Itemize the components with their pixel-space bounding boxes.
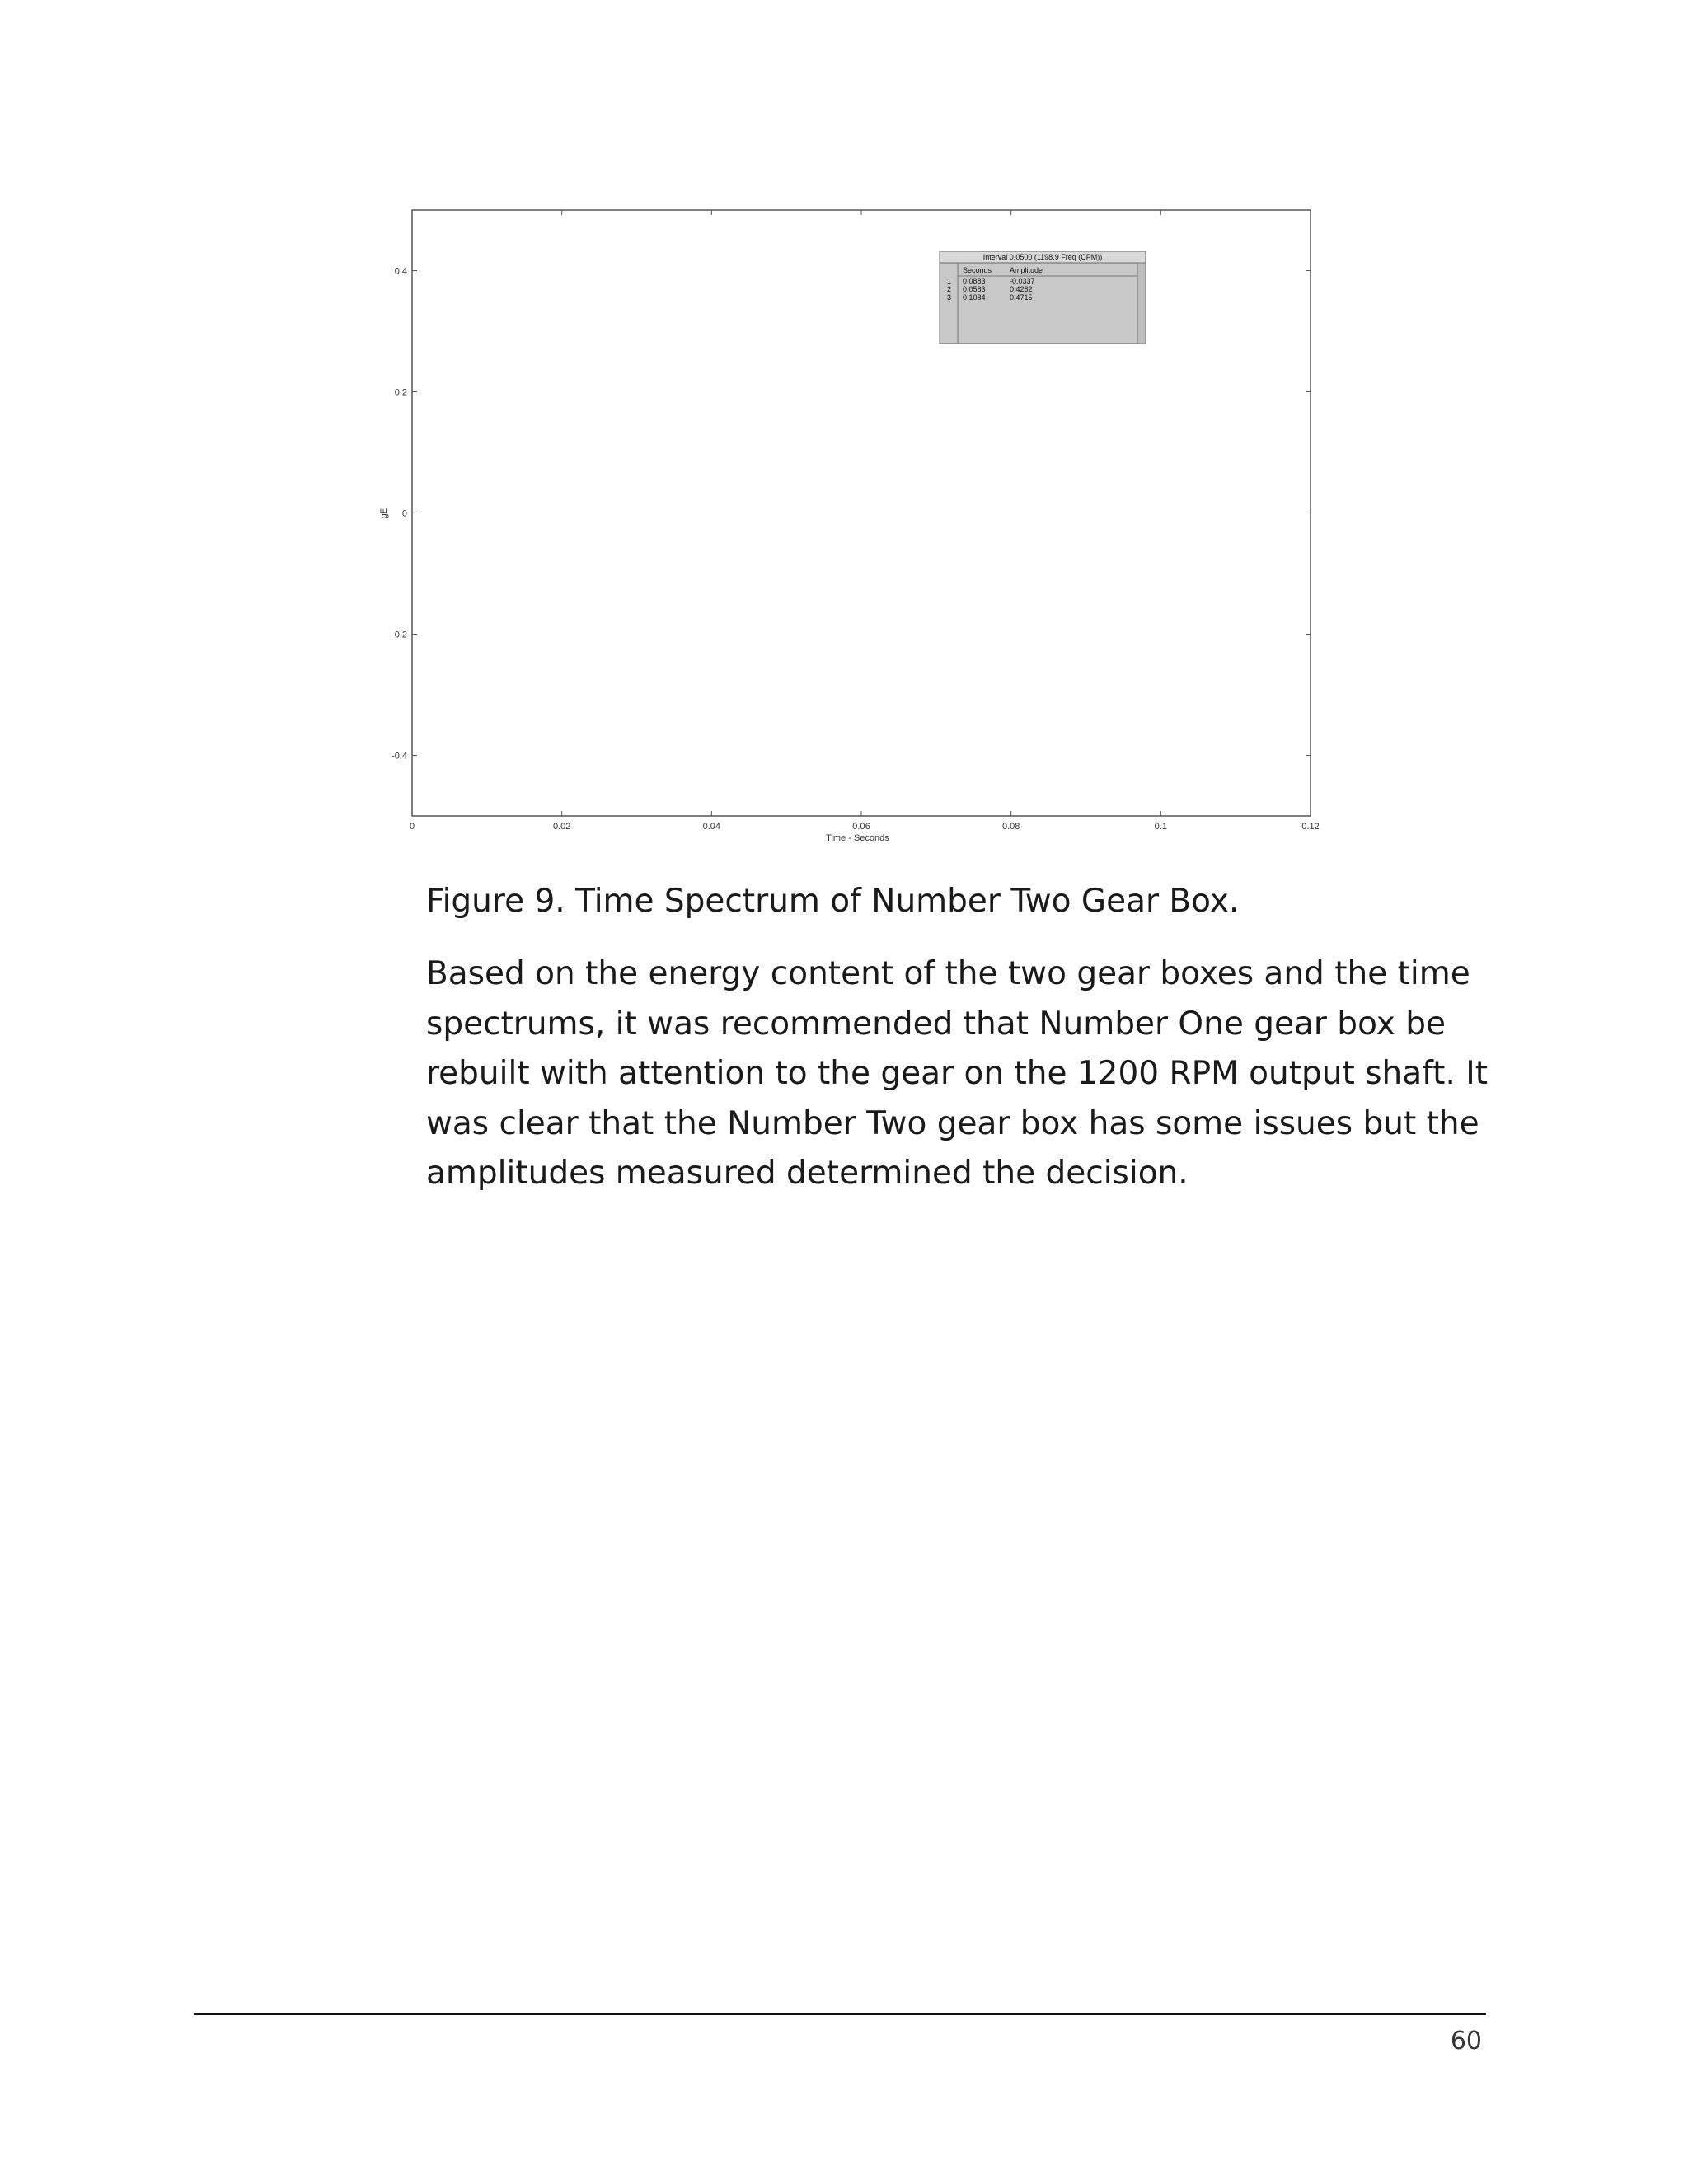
readout-row-amplitude-2: 0.4282 <box>1010 285 1033 293</box>
figure-caption: Figure 9. Time Spectrum of Number Two Gear Box. <box>426 883 1240 920</box>
time-spectrum-chart <box>375 198 1331 857</box>
readout-row-seconds-1: 0.0883 <box>963 277 986 285</box>
readout-row-amplitude-1: -0.0337 <box>1010 277 1035 285</box>
readout-header-amplitude: Amplitude <box>1010 266 1043 274</box>
readout-header-seconds: Seconds <box>963 266 992 274</box>
readout-row-seconds-2: 0.0583 <box>963 285 986 293</box>
x-tick-label-2: 0.04 <box>702 822 721 832</box>
page-number: 60 <box>1450 2027 1482 2055</box>
body-paragraph: Based on the energy content of the two gear boxes and the time spectrums, it was recommended that Number One gear box be rebuilt with attention to the gear on the 1200 RPM output shaft. It was clear that the Number Two gear box has some issues but the amplitudes measured determined the decision. <box>426 955 1489 1192</box>
y-axis-title: gE <box>379 507 389 519</box>
readout-row-seconds-3: 0.1084 <box>963 293 986 302</box>
figure <box>375 198 1331 857</box>
readout-row-index-3: 3 <box>947 293 952 302</box>
footer-rule <box>194 2013 1486 2015</box>
x-axis-title: Time - Seconds <box>826 833 889 843</box>
x-tick-label-5: 0.1 <box>1154 822 1167 832</box>
x-tick-label-1: 0.02 <box>552 822 571 832</box>
x-tick-label-4: 0.08 <box>1001 822 1020 832</box>
readout-title: Interval 0.0500 (1198.9 Freq (CPM)) <box>982 253 1103 261</box>
readout-row-amplitude-3: 0.4715 <box>1010 293 1033 302</box>
x-tick-label-0: 0 <box>409 822 415 832</box>
readout-row-index-2: 2 <box>947 285 952 293</box>
y-tick-label-3: -0.2 <box>392 630 407 640</box>
readout-scrollbar <box>1137 263 1146 344</box>
y-tick-label-1: 0.2 <box>394 387 407 398</box>
y-tick-label-4: -0.4 <box>392 751 407 762</box>
x-tick-label-3: 0.06 <box>852 822 870 832</box>
readout-row-index-1: 1 <box>947 277 952 285</box>
x-tick-label-6: 0.12 <box>1301 822 1320 832</box>
y-tick-label-2: 0 <box>401 509 407 519</box>
y-tick-label-0: 0.4 <box>394 266 407 277</box>
plot-frame <box>412 210 1311 816</box>
